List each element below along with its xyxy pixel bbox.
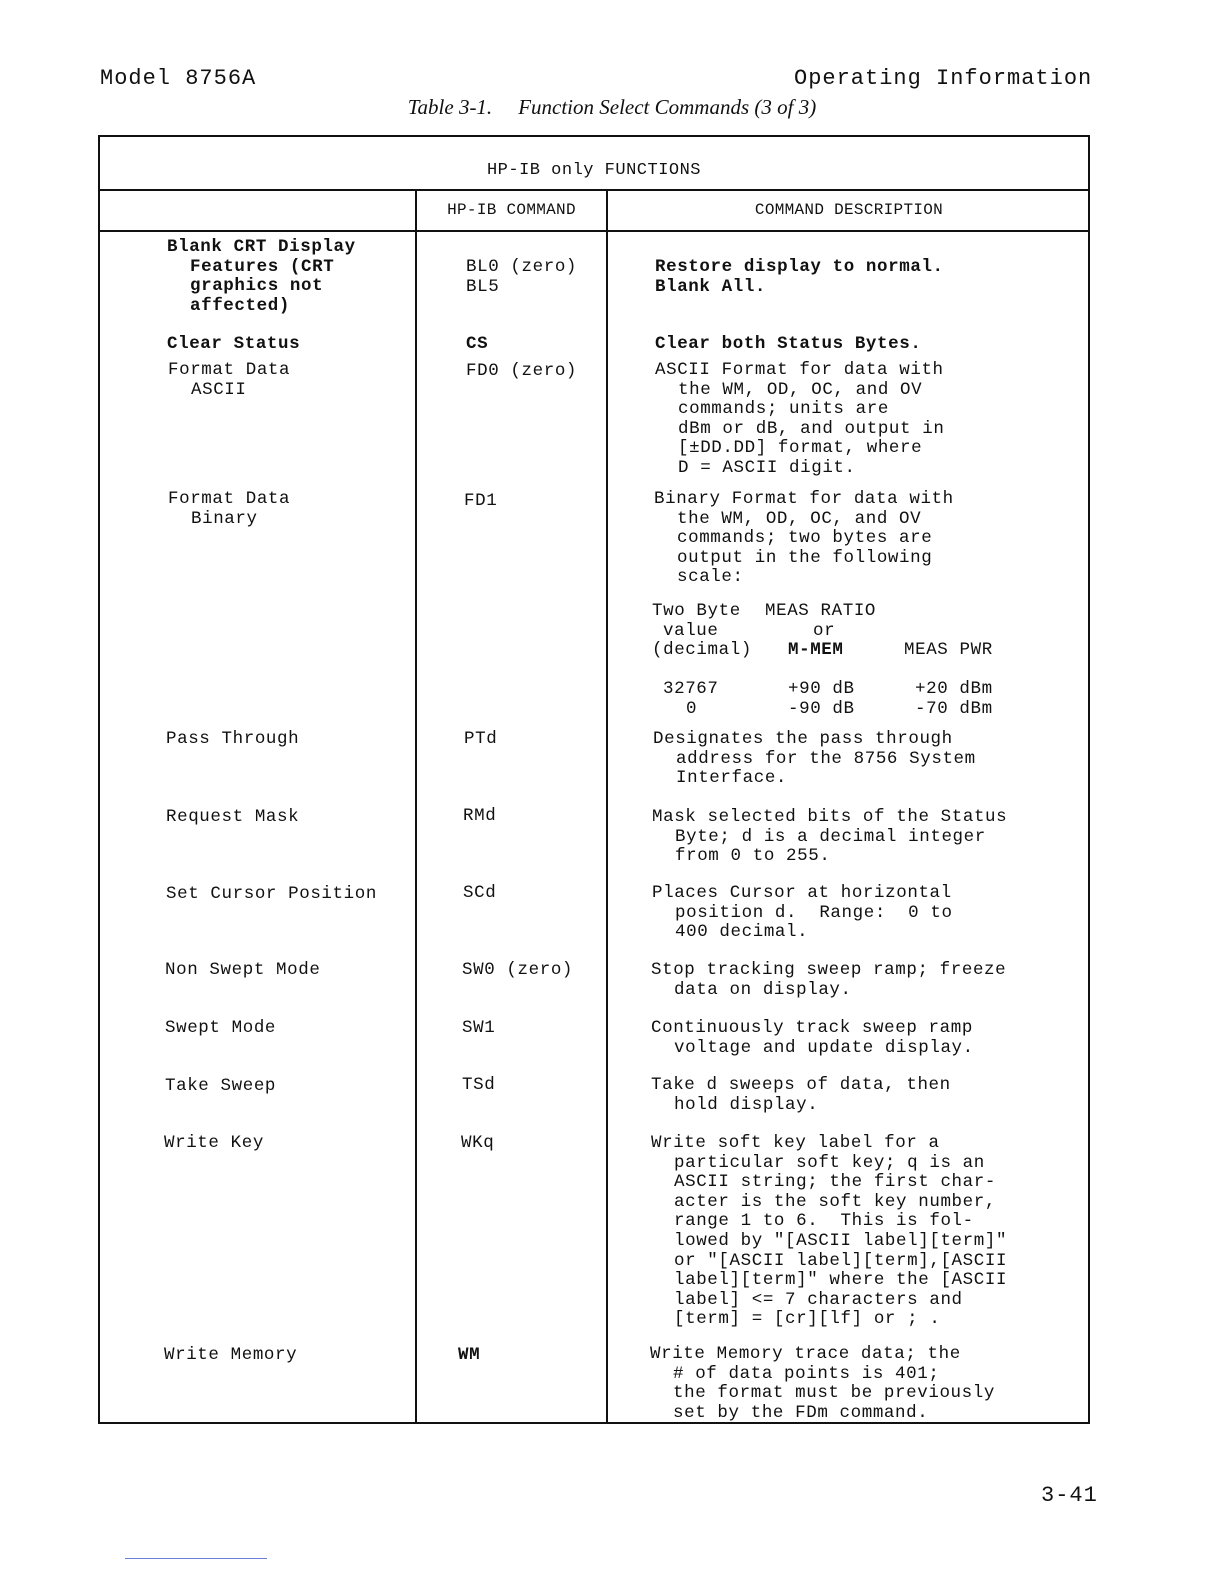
scale-row-power: +20 dBm -70 dBm <box>915 679 993 719</box>
command-scd: SCd <box>463 883 497 903</box>
function-set-cursor: Set Cursor Position <box>166 884 377 904</box>
column-divider-1 <box>415 191 417 1424</box>
command-fd0: FD0 (zero) <box>466 361 578 381</box>
scale-col-power-header: MEAS PWR <box>904 640 993 660</box>
command-ptd: PTd <box>464 729 498 749</box>
command-sw0: SW0 (zero) <box>462 960 574 980</box>
description-blank-crt: Restore display to normal. Blank All. <box>655 257 944 297</box>
header-section: Operating Information <box>794 66 1093 91</box>
footer-rule <box>125 1558 267 1559</box>
column-header-description: COMMAND DESCRIPTION <box>754 201 944 219</box>
function-non-swept: Non Swept Mode <box>165 960 321 980</box>
description-write-memory: Write Memory trace data; the # of data points is 401; the format must be previously set by the FDm command. <box>650 1344 995 1423</box>
column-divider-2 <box>606 191 608 1424</box>
description-clear-status: Clear both Status Bytes. <box>655 334 922 354</box>
header-divider <box>100 230 1088 232</box>
command-fd1: FD1 <box>464 491 498 511</box>
command-bl: BL0 (zero) BL5 <box>466 257 578 297</box>
function-format-ascii: Format Data ASCII <box>168 360 291 400</box>
scale-col-value-header: Two Byte value (decimal) <box>652 601 752 661</box>
command-rmd: RMd <box>463 806 497 826</box>
function-table <box>98 135 1090 1424</box>
description-non-swept: Stop tracking sweep ramp; freeze data on display. <box>651 960 1007 1000</box>
function-swept: Swept Mode <box>165 1018 277 1038</box>
description-set-cursor: Places Cursor at horizontal position d. Range: 0 to 400 decimal. <box>652 883 953 943</box>
command-tsd: TSd <box>462 1075 496 1095</box>
function-request-mask: Request Mask <box>166 807 300 827</box>
table-title-row: HP-IB only FUNCTIONS <box>100 137 1088 191</box>
command-wkq: WKq <box>461 1133 495 1153</box>
table-title: Function Select Commands (3 of 3) <box>518 95 817 119</box>
function-take-sweep: Take Sweep <box>165 1076 277 1096</box>
table-caption <box>0 95 1224 120</box>
command-sw1: SW1 <box>462 1018 496 1038</box>
scale-row-ratio: +90 dB -90 dB <box>788 679 855 719</box>
description-format-ascii: ASCII Format for data with the WM, OD, OC, and OV commands; units are dBm or dB, and output in [±DD.DD] format, where D = ASCII digit. <box>655 360 945 478</box>
function-pass-through: Pass Through <box>166 729 300 749</box>
function-blank-crt: Blank CRT Display Features (CRT graphics not affected) <box>167 237 356 316</box>
header-model: Model 8756A <box>100 66 257 91</box>
column-header-command: HP-IB COMMAND <box>447 201 576 219</box>
description-write-key: Write soft key label for a particular soft key; q is an ASCII string; the first char- acter is the soft key number, range 1 to 6. This is fol- lowed by "[ASCII label][term]" or "[ASCII label][term],[ASCII label][term]" where the [ASCII label] <= 7 characters and [term] = [cr][lf] or ; . <box>651 1133 1008 1330</box>
command-cs: CS <box>466 334 489 354</box>
scale-col-ratio-header: MEAS RATIO or M-MEM <box>765 601 877 661</box>
description-pass-through: Designates the pass through address for the 8756 System Interface. <box>653 729 976 789</box>
function-write-memory: Write Memory <box>164 1345 298 1365</box>
scale-row-value: 32767 0 <box>663 679 719 719</box>
function-write-key: Write Key <box>164 1133 264 1153</box>
function-clear-status: Clear Status <box>167 334 301 354</box>
description-swept: Continuously track sweep ramp voltage and update display. <box>651 1018 974 1058</box>
function-format-binary: Format Data Binary <box>168 489 291 529</box>
page-number: 3-41 <box>1041 1483 1098 1508</box>
description-take-sweep: Take d sweeps of data, then hold display. <box>651 1075 951 1115</box>
table-label: Table 3-1. <box>407 95 493 119</box>
description-format-binary: Binary Format for data with the WM, OD, OC, and OV commands; two bytes are output in the following scale: <box>654 489 954 588</box>
description-request-mask: Mask selected bits of the Status Byte; d is a decimal integer from 0 to 255. <box>652 807 1008 867</box>
command-wm: WM <box>458 1345 481 1365</box>
